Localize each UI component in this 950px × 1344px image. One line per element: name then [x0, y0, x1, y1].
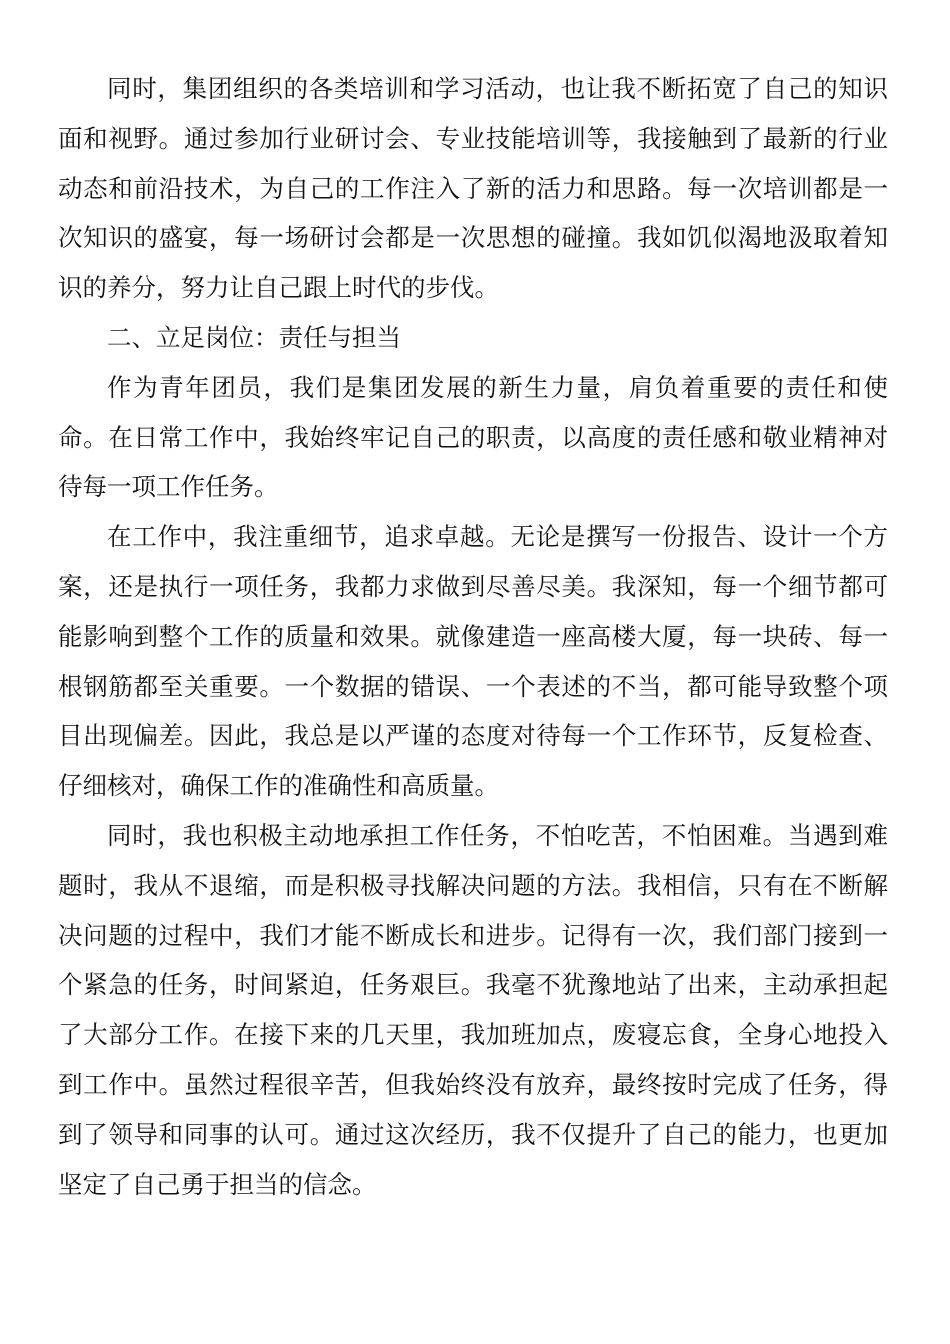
paragraph-training: 同时，集团组织的各类培训和学习活动，也让我不断拓宽了自己的知识面和视野。通过参加行业研讨会、专业技能培训等，我接触到了最新的行业动态和前沿技术，为自己的工作注入了新的活力和思路。每一次培训都是一次知识的盛宴，每一场研讨会都是一次思想的碰撞。我如饥似渴地汲取着知识的养分，努力让自己跟上时代的步伐。	[58, 74, 888, 303]
paragraph-initiative: 同时，我也积极主动地承担工作任务，不怕吃苦，不怕困难。当遇到难题时，我从不退缩，而是积极寻找解决问题的方法。我相信，只有在不断解决问题的过程中，我们才能不断成长和进步。记得有一次，我们部门接到一个紧急的任务，时间紧迫，任务艰巨。我毫不犹豫地站了出来，主动承担起了大部分工作。在接下来的几天里，我加班加点，废寝忘食，全身心地投入到工作中。虽然过程很辛苦，但我始终没有放弃，最终按时完成了任务，得到了领导和同事的认可。通过这次经历，我不仅提升了自己的能力，也更加坚定了自己勇于担当的信念。	[58, 820, 888, 1199]
paragraph-details: 在工作中，我注重细节，追求卓越。无论是撰写一份报告、设计一个方案，还是执行一项任务，我都力求做到尽善尽美。我深知，每一个细节都可能影响到整个工作的质量和效果。就像建造一座高楼大厦，每一块砖、每一根钢筋都至关重要。一个数据的错误、一个表述的不当，都可能导致整个项目出现偏差。因此，我总是以严谨的态度对待每一个工作环节，反复检查、仔细核对，确保工作的准确性和高质量。	[58, 522, 888, 801]
section-heading: 二、立足岗位：责任与担当	[107, 322, 401, 352]
document-page	[58, 64, 888, 1209]
paragraph-responsibility: 作为青年团员，我们是集团发展的新生力量，肩负着重要的责任和使命。在日常工作中，我始终牢记自己的职责，以高度的责任感和敬业精神对待每一项工作任务。	[58, 372, 888, 502]
